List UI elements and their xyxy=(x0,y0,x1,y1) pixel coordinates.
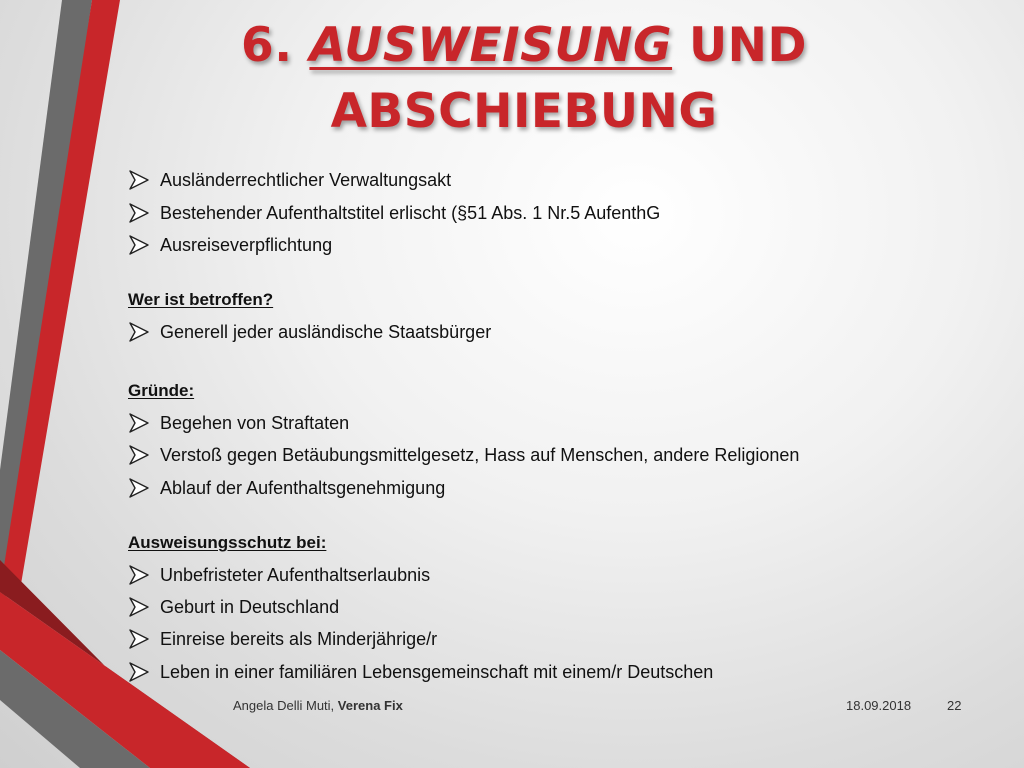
bullet-text: Ausländerrechtlicher Verwaltungsakt xyxy=(160,169,452,190)
arrow-bullet-icon xyxy=(128,169,150,191)
section-heading-reasons: Gründe: xyxy=(128,381,195,400)
title-suffix: UND xyxy=(672,18,807,73)
footer-authors xyxy=(233,698,403,713)
bullet-item xyxy=(128,231,332,259)
footer-author-regular: Angela Delli Muti, xyxy=(233,698,338,713)
footer-page-number: 22 xyxy=(947,698,962,713)
bullet-text: Ablauf der Aufenthaltsgenehmigung xyxy=(160,477,446,498)
arrow-bullet-icon xyxy=(128,234,150,256)
bullet-item xyxy=(128,441,799,469)
arrow-bullet-icon xyxy=(128,661,150,683)
section-heading-protection: Ausweisungsschutz bei: xyxy=(128,533,327,552)
bullet-text: Begehen von Straftaten xyxy=(160,412,350,433)
bullet-item xyxy=(128,409,349,437)
bullet-text: Einreise bereits als Minderjährige/r xyxy=(160,628,438,649)
slide-title-line1 xyxy=(0,18,1024,73)
bullet-text: Leben in einer familiären Lebensgemeinschaft mit einem/r Deutschen xyxy=(160,661,714,682)
slide-title-line2: ABSCHIEBUNG xyxy=(330,84,718,139)
footer-date: 18.09.2018 xyxy=(846,698,912,713)
section-heading-affected: Wer ist betroffen? xyxy=(128,290,274,309)
bullet-text: Generell jeder ausländische Staatsbürger xyxy=(160,321,492,342)
arrow-bullet-icon xyxy=(128,628,150,650)
bullet-item xyxy=(128,561,430,589)
arrow-bullet-icon xyxy=(128,596,150,618)
bullet-item xyxy=(128,593,339,621)
title-emphasis: AUSWEISUNG xyxy=(309,18,673,73)
arrow-bullet-icon xyxy=(128,477,150,499)
bullet-item xyxy=(128,658,713,686)
arrow-bullet-icon xyxy=(128,321,150,343)
bullet-item xyxy=(128,625,437,653)
bullet-item xyxy=(128,199,660,227)
arrow-bullet-icon xyxy=(128,564,150,586)
footer-author-bold: Verena Fix xyxy=(337,698,403,713)
arrow-bullet-icon xyxy=(128,202,150,224)
arrow-bullet-icon xyxy=(128,444,150,466)
bullet-text: Geburt in Deutschland xyxy=(160,596,340,617)
bullet-text: Verstoß gegen Betäubungsmittelgesetz, Hass auf Menschen, andere Religionen xyxy=(160,444,800,465)
bullet-item xyxy=(128,474,445,502)
bullet-text: Bestehender Aufenthaltstitel erlischt (§51 Abs. 1 Nr.5 AufenthG xyxy=(160,202,661,223)
bullet-item xyxy=(128,318,491,346)
bullet-item xyxy=(128,166,451,194)
bullet-text: Ausreiseverpflichtung xyxy=(160,234,333,255)
arrow-bullet-icon xyxy=(128,412,150,434)
bullet-text: Unbefristeter Aufenthaltserlaubnis xyxy=(160,564,431,585)
title-prefix: 6. xyxy=(241,18,310,73)
